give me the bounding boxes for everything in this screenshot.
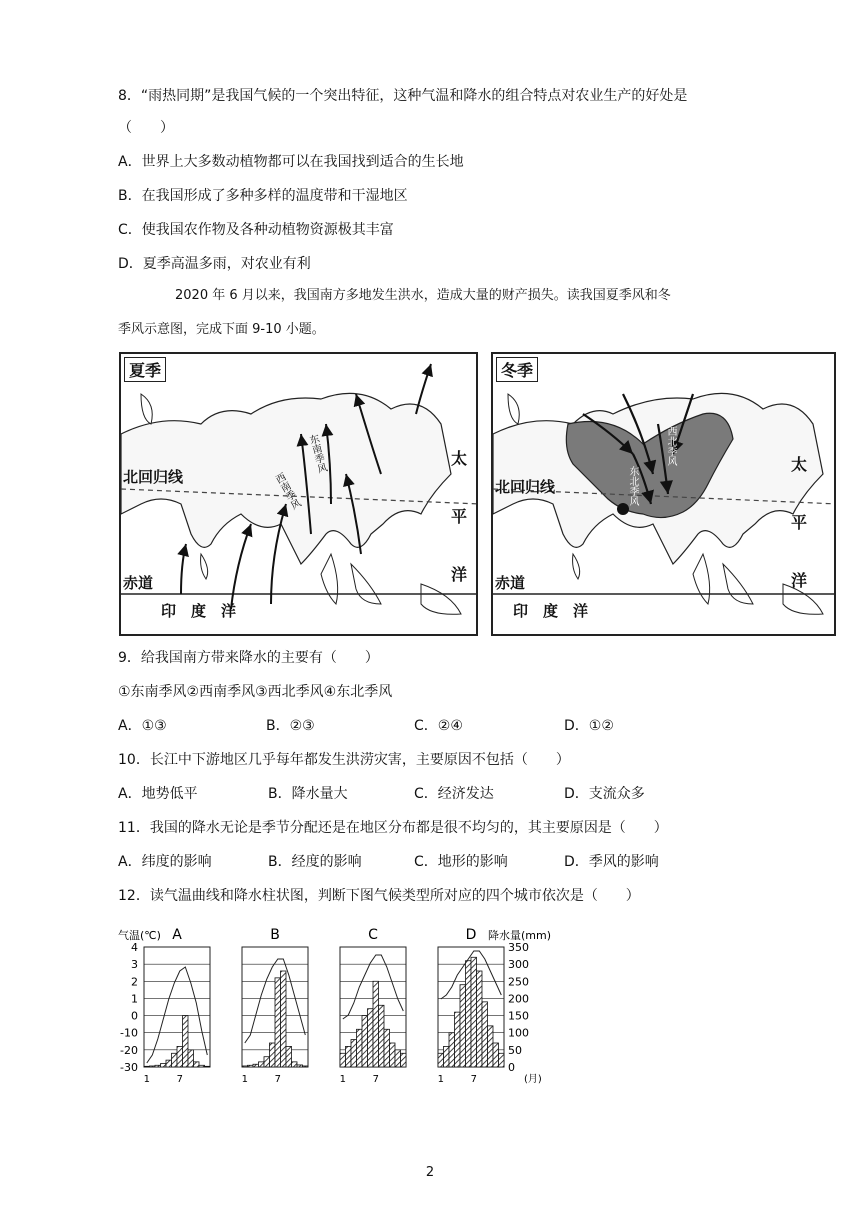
- month-tick-label: 7: [372, 1074, 379, 1085]
- precip-bar: [188, 1050, 194, 1067]
- precip-bar: [449, 1033, 455, 1067]
- summer-equator-label: 赤道: [123, 574, 154, 592]
- precip-bar: [357, 1029, 363, 1067]
- panel-title-c: C: [368, 927, 378, 943]
- precip-bar: [275, 978, 281, 1067]
- precip-tick-label: 300: [508, 958, 529, 972]
- winter-indian-ocean-label: 印 度 洋: [513, 602, 589, 620]
- month-unit-label: (月): [524, 1074, 542, 1085]
- q9-option-b: B．②③: [266, 718, 315, 734]
- precip-bar: [401, 1053, 407, 1067]
- summer-se-monsoon-label: 东南季风: [306, 433, 327, 475]
- panel-title-d: D: [465, 927, 477, 943]
- q8-option-a: A．世界上大多数动植物都可以在我国找到适合的生长地: [118, 154, 464, 170]
- precip-bar: [346, 1046, 352, 1067]
- precip-tick-label: 50: [508, 1043, 522, 1057]
- precip-bar: [362, 1016, 368, 1067]
- passage-line-2: 季风示意图，完成下面 9-10 小题。: [118, 322, 325, 337]
- winter-nw-monsoon-label: 西北季风: [665, 426, 676, 466]
- month-tick-label: 1: [437, 1074, 444, 1085]
- summer-season-label: 夏季: [124, 357, 166, 382]
- climate-charts: [118, 925, 558, 1085]
- precip-bar: [471, 957, 477, 1067]
- panel-title-a: A: [172, 927, 182, 943]
- precip-bar: [390, 1043, 396, 1067]
- precip-bar: [270, 1043, 276, 1067]
- precip-bar: [292, 1062, 298, 1067]
- precip-bar: [477, 971, 483, 1067]
- month-tick-label: 7: [176, 1074, 183, 1085]
- precip-bar: [303, 1066, 309, 1067]
- precip-tick-label: 100: [508, 1026, 529, 1040]
- month-tick-label: 1: [241, 1074, 248, 1085]
- winter-ne-monsoon-label: 东北季风: [627, 466, 638, 506]
- precip-bar: [395, 1050, 401, 1067]
- precip-bar: [493, 1043, 499, 1067]
- precip-bar: [199, 1065, 205, 1067]
- month-tick-label: 1: [339, 1074, 346, 1085]
- precip-bar: [150, 1066, 156, 1067]
- q10-option-b: B．降水量大: [268, 786, 348, 802]
- precip-tick-label: 0: [508, 1061, 515, 1074]
- q8-paren: （ ）: [118, 120, 174, 136]
- q8-option-b: B．在我国形成了多种多样的温度带和干湿地区: [118, 188, 408, 204]
- q10-option-c: C．经济发达: [414, 786, 494, 802]
- winter-map: [491, 352, 836, 636]
- summer-map-drawing: [121, 354, 478, 636]
- precip-bar: [373, 981, 379, 1067]
- q11-stem: 11．我国的降水无论是季节分配还是在地区分布都是很不均匀的，其主要原因是（ ）: [118, 820, 668, 836]
- summer-pacific-char-1: 太: [451, 449, 468, 468]
- precip-bar: [242, 1066, 248, 1067]
- q9-option-c: C．②④: [414, 718, 463, 734]
- precip-tick-label: 250: [508, 975, 529, 989]
- precip-bar: [368, 1009, 374, 1067]
- precip-bar: [264, 1057, 270, 1067]
- precip-bar: [259, 1062, 265, 1067]
- precip-bar: [172, 1053, 178, 1067]
- precip-bar: [297, 1065, 303, 1067]
- precip-bar: [466, 961, 472, 1067]
- precip-bar: [340, 1053, 346, 1067]
- q9-option-a: A．①③: [118, 718, 167, 734]
- summer-indian-ocean-label: 印 度 洋: [161, 602, 237, 620]
- precip-bar: [183, 1016, 189, 1067]
- q8-option-d: D．夏季高温多雨，对农业有利: [118, 256, 311, 272]
- summer-pacific-char-3: 洋: [451, 565, 468, 584]
- q11-option-c: C．地形的影响: [414, 854, 508, 870]
- q8-stem: 8．“雨热同期”是我国气候的一个突出特征，这种气温和降水的组合特点对农业生产的好处是: [118, 88, 688, 104]
- precip-tick-label: 350: [508, 941, 529, 954]
- summer-pacific-char-2: 平: [451, 507, 468, 526]
- temp-tick-label: 3: [131, 958, 138, 972]
- climate-charts-svg: [118, 925, 558, 1085]
- precip-bar: [155, 1065, 161, 1067]
- precip-bar: [379, 1005, 385, 1067]
- month-tick-label: 7: [470, 1074, 477, 1085]
- temp-tick-label: -20: [120, 1043, 138, 1057]
- precip-bar: [384, 1029, 390, 1067]
- q11-option-b: B．经度的影响: [268, 854, 362, 870]
- precip-bar: [144, 1066, 150, 1067]
- precip-bar: [444, 1046, 450, 1067]
- precip-bar: [177, 1046, 183, 1067]
- summer-map: [119, 352, 478, 636]
- winter-pacific-char-3: 洋: [791, 571, 808, 590]
- precip-bar: [438, 1053, 444, 1067]
- q11-option-d: D．季风的影响: [564, 854, 659, 870]
- precip-bar: [161, 1064, 167, 1067]
- summer-sw-monsoon-label: 西南季风: [271, 471, 302, 513]
- temp-tick-label: 1: [131, 992, 138, 1006]
- q11-option-a: A．纬度的影响: [118, 854, 212, 870]
- precip-bar: [205, 1066, 211, 1067]
- q9-stem: 9．给我国南方带来降水的主要有（ ）: [118, 650, 379, 666]
- precip-bar: [482, 1002, 488, 1067]
- winter-tropic-label: 北回归线: [495, 478, 556, 496]
- precip-bar: [499, 1053, 505, 1067]
- precip-tick-label: 200: [508, 992, 529, 1006]
- summer-tropic-label: 北回归线: [123, 468, 184, 486]
- temp-tick-label: 4: [131, 941, 138, 954]
- month-tick-label: 7: [274, 1074, 281, 1085]
- winter-season-label: 冬季: [496, 357, 538, 382]
- winter-pacific-char-2: 平: [791, 513, 808, 532]
- q8-option-c: C．使我国农作物及各种动植物资源极其丰富: [118, 222, 394, 238]
- q9-choices: ①东南季风②西南季风③西北季风④东北季风: [118, 684, 393, 700]
- winter-pacific-char-1: 太: [791, 455, 808, 474]
- panel-title-b: B: [270, 927, 280, 943]
- q10-option-d: D．支流众多: [564, 786, 645, 802]
- precip-bar: [488, 1026, 494, 1067]
- precip-axis-title: 降水量(mm): [488, 929, 552, 942]
- page-number: 2: [425, 1165, 435, 1180]
- precip-bar: [286, 1046, 292, 1067]
- temp-tick-label: 0: [131, 1009, 138, 1023]
- q9-option-d: D．①②: [564, 718, 614, 734]
- precip-bar: [351, 1040, 357, 1067]
- precip-bar: [253, 1064, 259, 1067]
- temp-axis-title: 气温(℃): [118, 929, 161, 942]
- q10-stem: 10．长江中下游地区几乎每年都发生洪涝灾害，主要原因不包括（ ）: [118, 752, 570, 768]
- q12-stem: 12．读气温曲线和降水柱状图，判断下图气候类型所对应的四个城市依次是（ ）: [118, 888, 640, 904]
- precip-bar: [455, 1012, 461, 1067]
- q10-option-a: A．地势低平: [118, 786, 198, 802]
- precip-bar: [281, 971, 287, 1067]
- month-tick-label: 1: [143, 1074, 150, 1085]
- temp-tick-label: -30: [120, 1061, 138, 1074]
- precip-tick-label: 150: [508, 1009, 529, 1023]
- winter-equator-label: 赤道: [495, 574, 526, 592]
- precip-bar: [460, 985, 466, 1067]
- monsoon-maps: [119, 352, 836, 636]
- precip-bar: [194, 1062, 200, 1067]
- temp-tick-label: 2: [131, 975, 138, 989]
- passage-line-1: 2020 年 6 月以来，我国南方多地发生洪水，造成大量的财产损失。读我国夏季风和冬: [175, 288, 671, 303]
- precip-bar: [166, 1060, 172, 1067]
- precip-bar: [248, 1065, 254, 1067]
- temp-tick-label: -10: [120, 1026, 138, 1040]
